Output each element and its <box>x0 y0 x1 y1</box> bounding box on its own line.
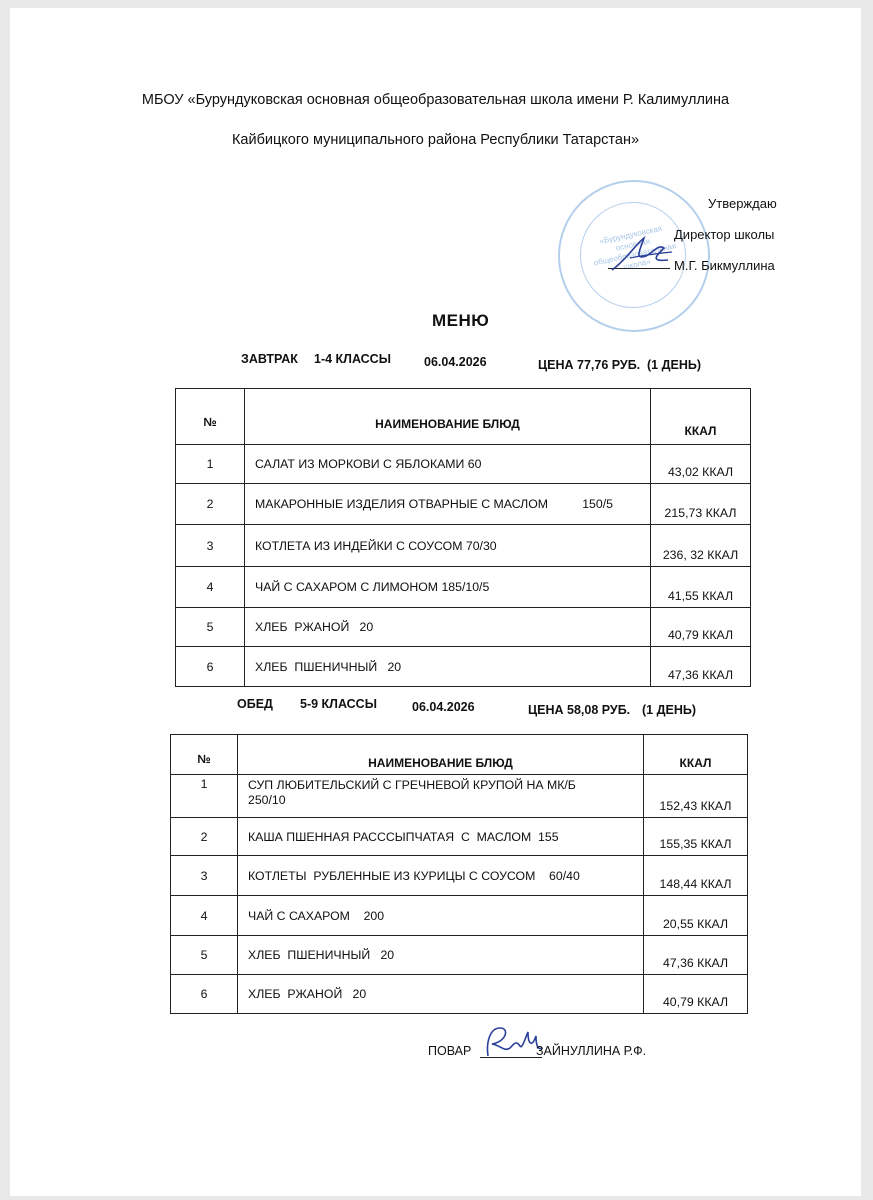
table-header-row <box>171 735 748 775</box>
table-row <box>171 856 748 896</box>
dish-kcal: 148,44 ККАЛ <box>644 856 748 896</box>
lunch-days: (1 ДЕНЬ) <box>642 703 697 717</box>
row-number: 5 <box>176 608 245 647</box>
approve-label: Утверждаю <box>708 196 777 211</box>
dish-name: КОТЛЕТА ИЗ ИНДЕЙКИ С СОУСОМ 70/30 <box>245 525 651 567</box>
row-number: 4 <box>171 896 238 936</box>
table-row <box>176 608 751 647</box>
col-kcal-header: ККАЛ <box>651 389 751 445</box>
row-number: 3 <box>176 525 245 567</box>
row-number: 6 <box>171 975 238 1014</box>
document-page <box>10 8 861 1196</box>
col-number-header: № <box>171 735 238 775</box>
table-row <box>176 647 751 687</box>
col-number-header: № <box>176 389 245 445</box>
dish-kcal: 155,35 ККАЛ <box>644 818 748 856</box>
dish-name: КОТЛЕТЫ РУБЛЕННЫЕ ИЗ КУРИЦЫ С СОУСОМ 60/40 <box>238 856 644 896</box>
dish-name: ХЛЕБ РЖАНОЙ 20 <box>238 975 644 1014</box>
breakfast-date: 06.04.2026 <box>424 355 487 369</box>
breakfast-days: (1 ДЕНЬ) <box>647 358 702 372</box>
dish-kcal: 236, 32 ККАЛ <box>651 525 751 567</box>
row-number: 3 <box>171 856 238 896</box>
dish-name: ХЛЕБ ПШЕНИЧНЫЙ 20 <box>238 936 644 975</box>
col-dish-header: НАИМЕНОВАНИЕ БЛЮД <box>238 735 644 775</box>
row-number: 2 <box>176 484 245 525</box>
row-number: 1 <box>171 775 238 818</box>
page-title: МЕНЮ <box>432 311 490 330</box>
table-row <box>176 567 751 608</box>
table-row <box>171 818 748 856</box>
dish-kcal: 43,02 ККАЛ <box>651 445 751 484</box>
dish-kcal: 47,36 ККАЛ <box>651 647 751 687</box>
lunch-classes: 5-9 КЛАССЫ <box>300 697 377 711</box>
dish-name: ЧАЙ С САХАРОМ С ЛИМОНОМ 185/10/5 <box>245 567 651 608</box>
dish-kcal: 215,73 ККАЛ <box>651 484 751 525</box>
dish-kcal: 40,79 ККАЛ <box>651 608 751 647</box>
col-kcal-header: ККАЛ <box>644 735 748 775</box>
col-dish-header: НАИМЕНОВАНИЕ БЛЮД <box>245 389 651 445</box>
table-row <box>176 445 751 484</box>
dish-name: САЛАТ ИЗ МОРКОВИ С ЯБЛОКАМИ 60 <box>245 445 651 484</box>
dish-kcal: 152,43 ККАЛ <box>644 775 748 818</box>
director-position: Директор школы <box>674 227 775 242</box>
dish-name: МАКАРОННЫЕ ИЗДЕЛИЯ ОТВАРНЫЕ С МАСЛОМ 150/5 <box>245 484 651 525</box>
dish-name-line1: СУП ЛЮБИТЕЛЬСКИЙ С ГРЕЧНЕВОЙ КРУПОЙ НА МК/Б <box>248 778 576 792</box>
lunch-meal: ОБЕД <box>237 697 273 711</box>
table-header-row <box>176 389 751 445</box>
table-row <box>171 975 748 1014</box>
row-number: 6 <box>176 647 245 687</box>
breakfast-meal: ЗАВТРАК <box>241 352 298 366</box>
dish-kcal: 20,55 ККАЛ <box>644 896 748 936</box>
breakfast-classes: 1-4 КЛАССЫ <box>314 352 391 366</box>
table-row <box>171 775 748 818</box>
cook-label: ПОВАР <box>428 1044 472 1058</box>
table-row <box>176 484 751 525</box>
lunch-date: 06.04.2026 <box>412 700 475 714</box>
dish-name: ЧАЙ С САХАРОМ 200 <box>238 896 644 936</box>
director-signature-icon <box>606 230 678 276</box>
school-name-line1: МБОУ «Бурундуковская основная общеобразовательная школа имени Р. Калимуллина <box>141 92 730 108</box>
dish-name <box>238 775 644 818</box>
dish-kcal: 47,36 ККАЛ <box>644 936 748 975</box>
dish-name: ХЛЕБ РЖАНОЙ 20 <box>245 608 651 647</box>
lunch-table <box>170 734 748 1014</box>
row-number: 4 <box>176 567 245 608</box>
dish-kcal: 41,55 ККАЛ <box>651 567 751 608</box>
dish-name: КАША ПШЕННАЯ РАСССЫПЧАТАЯ С МАСЛОМ 155 <box>238 818 644 856</box>
table-row <box>171 896 748 936</box>
director-name: М.Г. Бикмуллина <box>674 258 775 273</box>
breakfast-price: ЦЕНА 77,76 РУБ. <box>538 358 641 372</box>
breakfast-table <box>175 388 751 687</box>
row-number: 5 <box>171 936 238 975</box>
cook-name: ЗАЙНУЛЛИНА Р.Ф. <box>536 1044 647 1058</box>
table-row <box>171 936 748 975</box>
stamp-text: «Бурундуковская основная общеобразовательная школа» <box>592 223 678 272</box>
school-name-line2: Кайбицкого муниципального района Республики Татарстан» <box>231 132 640 148</box>
dish-name-line2: 250/10 <box>248 793 286 807</box>
table-row <box>176 525 751 567</box>
row-number: 1 <box>176 445 245 484</box>
dish-kcal: 40,79 ККАЛ <box>644 975 748 1014</box>
dish-name: ХЛЕБ ПШЕНИЧНЫЙ 20 <box>245 647 651 687</box>
row-number: 2 <box>171 818 238 856</box>
lunch-price: ЦЕНА 58,08 РУБ. <box>528 703 631 717</box>
